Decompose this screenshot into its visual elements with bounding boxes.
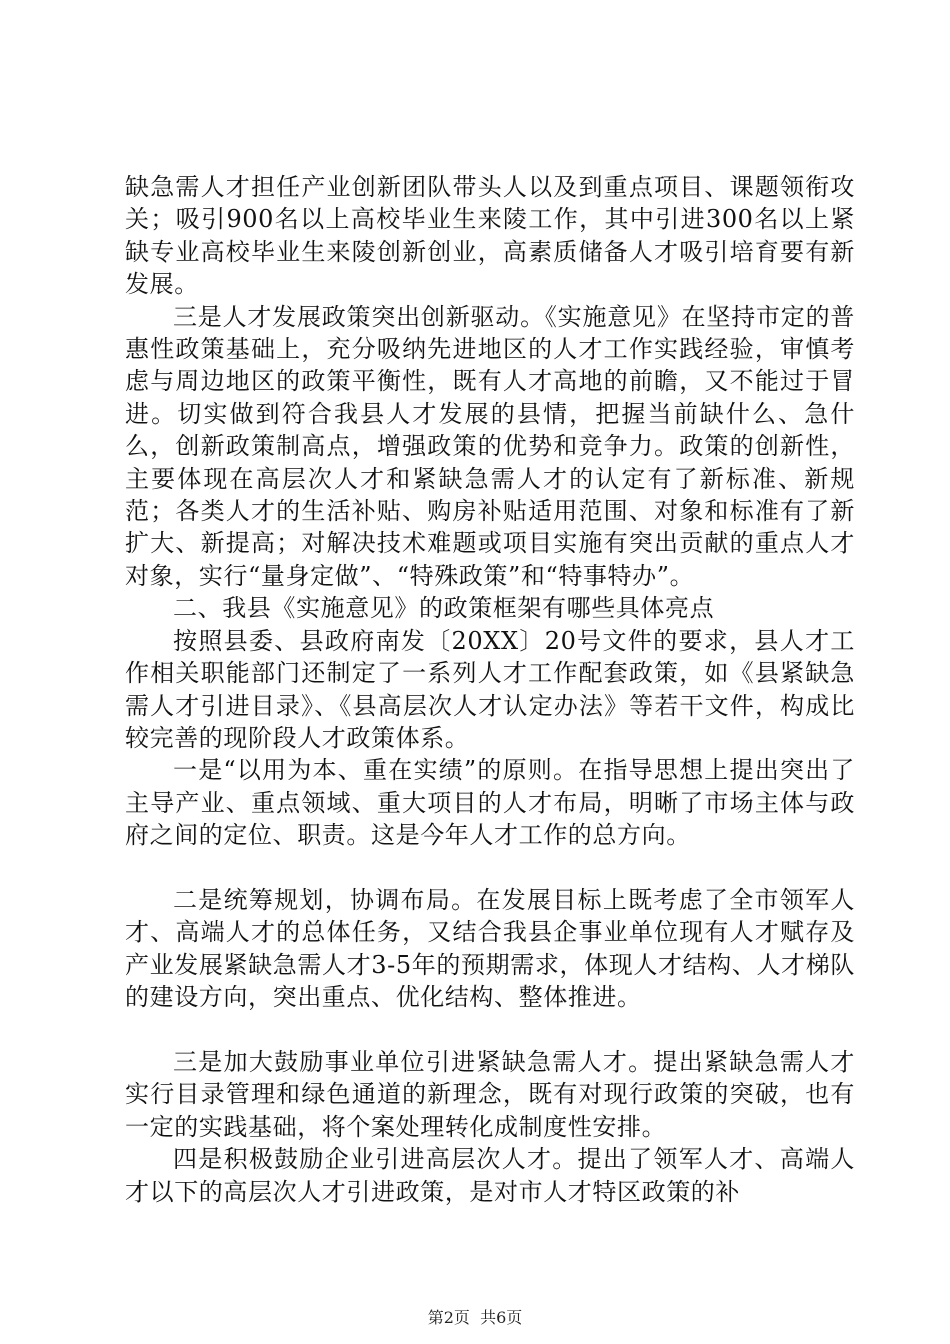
paragraph-5: 二是统筹规划，协调布局。在发展目标上既考虑了全市领军人才、高端人才的总体任务，又结合我县企事业单位现有人才赋存及产业发展紧缺急需人才3-5年的预期需求，体现人才结构、人才梯队的建设方向，突出重点、优化结构、整体推进。 [125, 885, 855, 1012]
document-body [125, 171, 855, 1208]
paragraph-3: 按照县委、县政府南发〔20XX〕20号文件的要求，县人才工作相关职能部门还制定了一系列人才工作配套政策，如《县紧缺急需人才引进目录》、《县高层次人才认定办法》等若干文件，构成比较完善的现阶段人才政策体系。 [125, 626, 855, 752]
page-footer [0, 1308, 950, 1328]
section-heading: 二、我县《实施意见》的政策框架有哪些具体亮点 [173, 594, 715, 623]
paragraph-1: 缺急需人才担任产业创新团队带头人以及到重点项目、课题领衔攻关；吸引900名以上高校毕业生来陵工作，其中引进300名以上紧缺专业高校毕业生来陵创新创业，高素质储备人才吸引培育要有新发展。 [125, 173, 855, 299]
paragraph-2: 三是人才发展政策突出创新驱动。《实施意见》在坚持市定的普惠性政策基础上，充分吸纳先进地区的人才工作实践经验，审慎考虑与周边地区的政策平衡性，既有人才高地的前瞻，又不能过于冒进。切实做到符合我县人才发展的县情，把握当前缺什么、急什么，创新政策制高点，增强政策的优势和竞争力。政策的创新性，主要体现在高层次人才和紧缺急需人才的认定有了新标准、新规范；各类人才的生活补贴、购房补贴适用范围、对象和标准有了新扩大、新提高；对解决技术难题或项目实施有突出贡献的重点人才对象，实行“量身定做”、“特殊政策”和“特事特办”。 [125, 302, 855, 590]
paragraph-4: 一是“以用为本、重在实绩”的原则。在指导思想上提出突出了主导产业、重点领域、重大项目的人才布局，明晰了市场主体与政府之间的定位、职责。这是今年人才工作的总方向。 [125, 756, 855, 850]
page-number: 第2页 共6页 [427, 1308, 523, 1327]
paragraph-6: 三是加大鼓励事业单位引进紧缺急需人才。提出紧缺急需人才实行目录管理和绿色通道的新理念，既有对现行政策的突破，也有一定的实践基础，将个案处理转化成制度性安排。 [125, 1047, 855, 1141]
paragraph-7: 四是积极鼓励企业引进高层次人才。提出了领军人才、高端人才以下的高层次人才引进政策，是对市人才特区政策的补 [125, 1145, 855, 1206]
